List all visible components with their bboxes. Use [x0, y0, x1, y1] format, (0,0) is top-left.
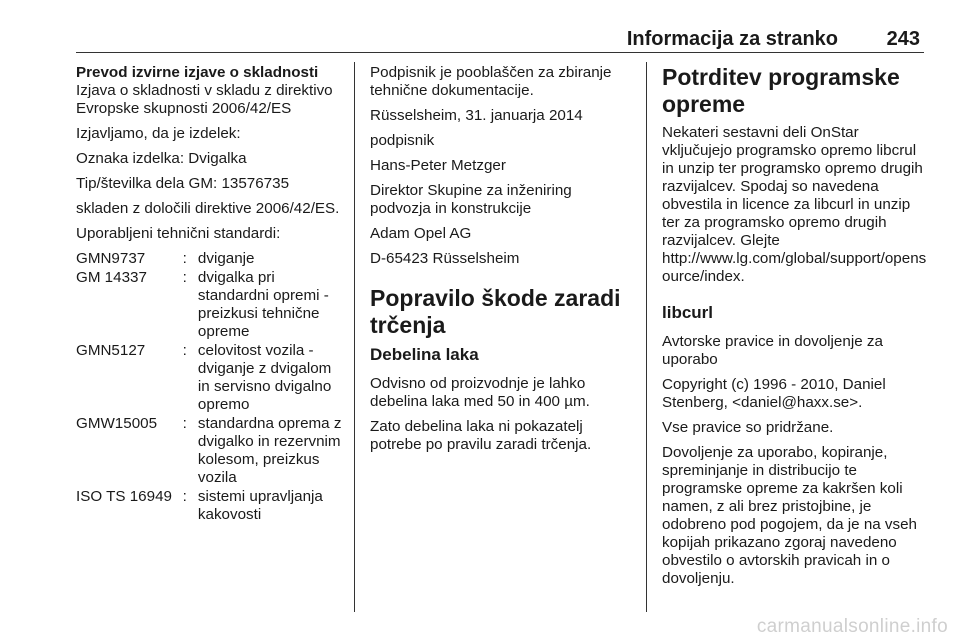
part-number: Tip/številka dela GM: 13576735	[76, 175, 290, 192]
standard-code: GMW15005	[76, 415, 158, 432]
section-title: Popravilo škode zaradi trčenja	[370, 285, 621, 338]
standard-description: sistemi upravljanja kakovosti	[197, 488, 323, 523]
license-paragraph: Vse pravice so pridržane.	[662, 419, 834, 436]
standard-code: GM 14337	[76, 269, 147, 286]
column-right	[662, 64, 930, 595]
column-divider	[354, 62, 355, 612]
standards-table	[76, 250, 344, 525]
signatory-text: Podpisnik je pooblaščen za zbiranje tehnične dokumentacije.	[370, 64, 612, 99]
standard-code: GMN5127	[76, 342, 146, 359]
paint-paragraph: Zato debelina laka ni pokazatelj potrebe po pravilu zaradi trčenja.	[370, 418, 592, 453]
standard-description: standardna oprema z dvigalko in rezervnim kolesom, preizkus vozila	[197, 415, 342, 486]
software-paragraph: Nekateri sestavni deli OnStar vključujejo programsko opremo libcrul in unzip ter programsko opremo drugih razvijalcev. Spodaj so navedena obvestila in licence za libcurl in unzip ter za programsko opremo drugih razvijalcev. Glejte http://www.lg.com/global/support/opensource/index.	[662, 124, 927, 285]
declaration-intro: Izjava o skladnosti v skladu z direktivo Evropske skupnosti 2006/42/ES	[76, 82, 333, 117]
license-paragraph: Copyright (c) 1996 - 2010, Daniel Stenberg, <daniel@haxx.se>.	[662, 376, 886, 411]
standard-code: ISO TS 16949	[76, 488, 172, 505]
watermark: carmanualsonline.info	[756, 616, 948, 637]
page-title: Informacija za stranko	[626, 28, 838, 50]
sub-title: Debelina laka	[370, 345, 479, 364]
compliance-text: skladen z določili direktive 2006/42/ES.	[76, 200, 340, 217]
column-left	[76, 64, 344, 525]
table-row	[76, 269, 344, 342]
product-label: Oznaka izdelka: Dvigalka	[76, 150, 247, 167]
company-name: Adam Opel AG	[370, 225, 472, 242]
table-row	[76, 415, 344, 488]
table-row	[76, 250, 344, 269]
standard-code: GMN9737	[76, 250, 146, 267]
paint-paragraph: Odvisno od proizvodnje je lahko debelina laka med 50 in 400 µm.	[370, 375, 590, 410]
signature-label: podpisnik	[370, 132, 435, 149]
declaration-statement: Izjavljamo, da je izdelek:	[76, 125, 241, 142]
standard-description: celovitost vozila - dviganje z dvigalom in servisno dvigalno opremo	[197, 342, 332, 413]
sub-title: libcurl	[662, 303, 714, 322]
declaration-heading: Prevod izvirne izjave o skladnosti	[76, 64, 319, 81]
standard-separator: :	[182, 250, 187, 267]
table-row	[76, 488, 344, 525]
table-row	[76, 342, 344, 415]
column-divider	[646, 62, 647, 612]
standard-separator: :	[182, 415, 187, 432]
place-date: Rüsselsheim, 31. januarja 2014	[370, 107, 583, 124]
standard-separator: :	[182, 269, 187, 286]
section-title: Potrditev programske opreme	[662, 64, 900, 117]
standard-description: dviganje	[197, 250, 255, 267]
signatory-name: Hans-Peter Metzger	[370, 157, 506, 174]
standards-label: Uporabljeni tehnični standardi:	[76, 225, 281, 242]
license-paragraph: Avtorske pravice in dovoljenje za uporabo	[662, 333, 883, 368]
company-address: D-65423 Rüsselsheim	[370, 250, 520, 267]
standard-separator: :	[182, 342, 187, 359]
signatory-role: Direktor Skupine za inženiring podvozja in konstrukcije	[370, 182, 572, 217]
page-number: 243	[886, 28, 920, 50]
standard-separator: :	[182, 488, 187, 505]
column-middle	[370, 64, 632, 461]
license-paragraph: Dovoljenje za uporabo, kopiranje, spreminjanje in distribucijo te programske opreme za kakršen koli namen, z ali brez pristojbine, je odobreno pod pogojem, da je na vseh kopijah prikazano zgoraj navedeno obvestilo o avtorskih pravicah in o dovoljenju.	[662, 444, 918, 587]
page-header	[76, 22, 924, 53]
standard-description: dvigalka pri standardni opremi - preizkusi tehnične opreme	[197, 269, 329, 340]
